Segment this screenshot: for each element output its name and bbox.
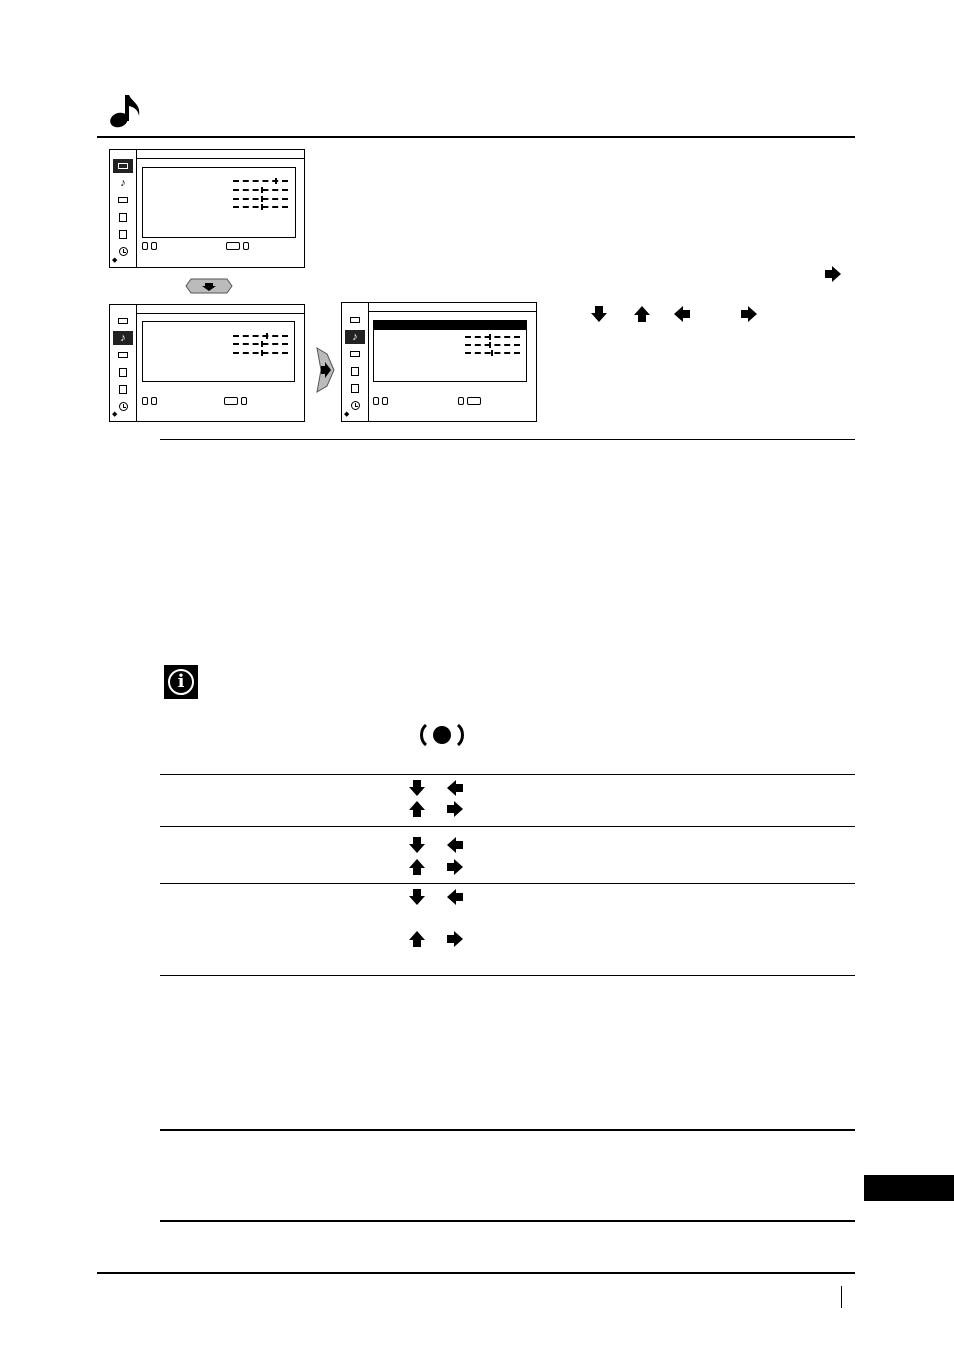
- slider: [465, 352, 520, 354]
- section-rule: [160, 439, 855, 440]
- right-arrow-icon: [446, 930, 464, 948]
- dot-icon: ◆: [112, 411, 118, 418]
- slider: [233, 180, 288, 182]
- slider: [233, 198, 288, 200]
- menu-sidebar: [110, 150, 137, 267]
- right-arrow-icon: [446, 858, 464, 876]
- table-rule: [160, 975, 855, 976]
- slider: [233, 335, 288, 337]
- slider: [233, 343, 288, 345]
- menu-sidebar: [342, 303, 369, 421]
- header-rule: [97, 136, 855, 138]
- down-arrow-icon: [590, 305, 608, 323]
- features-icon: [113, 365, 133, 379]
- right-arrow-icon: [824, 265, 842, 283]
- side-tab: [864, 1175, 954, 1201]
- table-rule: [160, 774, 855, 775]
- picture-icon: [113, 314, 133, 328]
- down-arrow-icon: [408, 836, 426, 854]
- right-arrow-icon: [446, 800, 464, 818]
- setup-icon: [113, 382, 133, 396]
- up-arrow-icon: [408, 930, 426, 948]
- sound-icon: ♪: [120, 176, 126, 189]
- ok-button-icon: [418, 722, 466, 748]
- sound-icon: ♪: [113, 331, 133, 345]
- menu-panel: [142, 321, 295, 382]
- left-arrow-icon: [446, 888, 464, 906]
- menu-screen-sound: [109, 304, 305, 422]
- picture-icon: [113, 159, 133, 173]
- menu-panel: [373, 320, 527, 382]
- right-button-icon: [313, 346, 335, 394]
- table-rule: [160, 883, 855, 884]
- menu-sidebar: [110, 305, 137, 421]
- sound-icon: ♪: [345, 330, 365, 344]
- dot-icon: ◆: [344, 411, 350, 418]
- menu-footer: [373, 397, 391, 405]
- picture-icon: [345, 313, 365, 327]
- menu-screen-sound-selected: [341, 302, 537, 422]
- menu-footer-right: [458, 397, 484, 405]
- section-rule: [160, 1129, 855, 1131]
- info-icon: i: [164, 665, 198, 699]
- menu-panel: [142, 167, 296, 238]
- left-arrow-icon: [673, 305, 691, 323]
- up-arrow-icon: [633, 305, 651, 323]
- right-arrow-icon: [740, 305, 758, 323]
- slider: [465, 336, 520, 338]
- highlight-bar: [374, 321, 526, 330]
- slider: [233, 352, 288, 354]
- footer-rule: [97, 1272, 855, 1274]
- screen-icon: [113, 193, 133, 207]
- up-arrow-icon: [408, 800, 426, 818]
- page-mark: [841, 1286, 842, 1308]
- slider: [465, 344, 520, 346]
- menu-footer: [142, 397, 160, 405]
- music-note-icon: [108, 92, 144, 130]
- left-arrow-icon: [446, 836, 464, 854]
- setup-icon: [345, 381, 365, 395]
- up-arrow-icon: [408, 858, 426, 876]
- down-arrow-icon: [408, 888, 426, 906]
- down-arrow-icon: [408, 779, 426, 797]
- features-icon: [345, 364, 365, 378]
- dot-icon: ◆: [112, 257, 118, 264]
- menu-footer-right: [226, 242, 252, 250]
- screen-icon: [113, 348, 133, 362]
- slider: [233, 189, 288, 191]
- menu-footer: [142, 242, 160, 250]
- setup-icon: [113, 227, 133, 241]
- features-icon: [113, 210, 133, 224]
- down-button-icon: [185, 278, 233, 294]
- menu-footer-right: [224, 397, 250, 405]
- section-rule: [160, 1220, 855, 1222]
- table-rule: [160, 826, 855, 827]
- left-arrow-icon: [446, 779, 464, 797]
- screen-icon: [345, 347, 365, 361]
- menu-screen-main: [109, 149, 305, 268]
- slider: [233, 206, 288, 208]
